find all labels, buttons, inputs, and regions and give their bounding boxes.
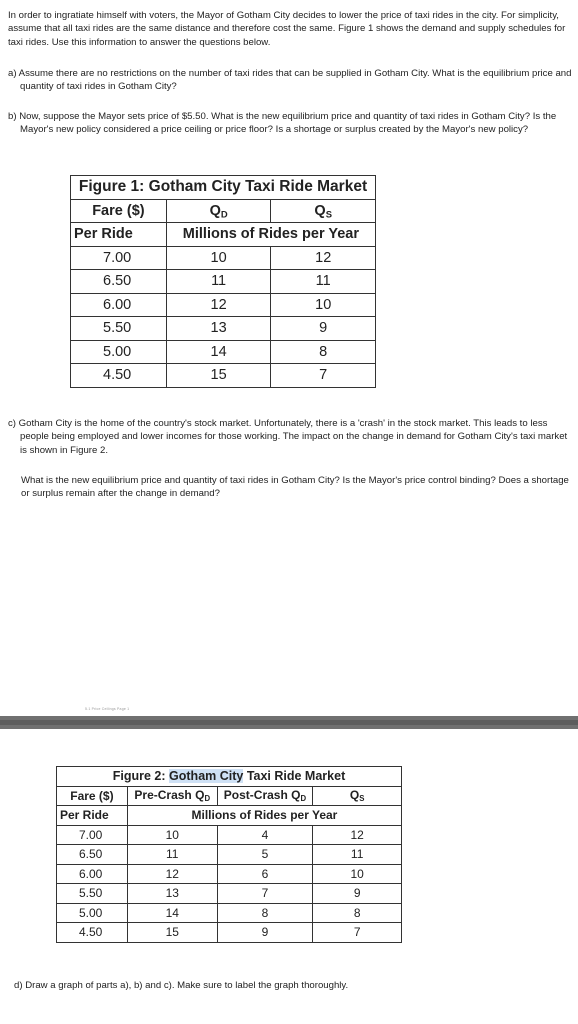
fare-cell: 5.50 (57, 884, 128, 904)
pre-crash-cell: 15 (127, 923, 217, 943)
figure-1-rows (71, 246, 376, 387)
qs-cell: 9 (271, 317, 376, 341)
qd-letter: Q (209, 202, 221, 219)
pre-crash-cell: 10 (127, 825, 217, 845)
intro-paragraph (8, 9, 574, 49)
question-d (14, 979, 578, 992)
question-c-text: c) Gotham City is the home of the country's stock market. Unfortunately, there is a 'crash' in the stock market. This leads to less people being employed and lower incomes for those working. The impact on the change in demand for Gotham City's taxi market is shown in Figure 2. (8, 418, 568, 456)
table-row (57, 884, 402, 904)
qs-cell: 12 (271, 246, 376, 270)
units-header: Millions of Rides per Year (166, 223, 375, 247)
pre-crash-subscript: D (204, 794, 211, 804)
post-crash-cell: 5 (217, 845, 313, 865)
table-row (71, 293, 376, 317)
table-row (57, 845, 402, 865)
fare-cell: 6.50 (57, 845, 128, 865)
post-crash-cell: 6 (217, 864, 313, 884)
fare-cell: 4.50 (71, 364, 167, 388)
table-row (71, 364, 376, 388)
table-row (71, 317, 376, 341)
question-a-text: a) Assume there are no restrictions on the number of taxi rides that can be supplied in Gotham City. What is the equilibrium price and quantity of taxi rides in Gotham City? (8, 68, 572, 93)
qs-cell: 9 (313, 884, 402, 904)
post-crash-label: Post-Crash Q (223, 788, 301, 803)
figure-2-title-prefix: Figure 2: (112, 769, 170, 784)
pre-crash-cell: 11 (127, 845, 217, 865)
table-row (71, 340, 376, 364)
qd-subscript: D (220, 207, 228, 219)
qs-cell: 7 (313, 923, 402, 943)
figure-2-title (57, 767, 402, 787)
table-row (57, 864, 402, 884)
table-row (57, 923, 402, 943)
fig2-per-ride-header: Per Ride (57, 806, 128, 826)
fig2-qs-letter: Q (349, 788, 360, 803)
fare-cell: 4.50 (57, 923, 128, 943)
question-d-text: d) Draw a graph of parts a), b) and c). Make sure to label the graph thoroughly. (14, 980, 349, 991)
qs-header (271, 199, 376, 223)
table-row (57, 825, 402, 845)
figure-2-rows (57, 825, 402, 942)
qs-cell: 8 (313, 903, 402, 923)
fare-cell: 5.50 (71, 317, 167, 341)
figure-1-table (70, 175, 376, 388)
figure-2-title-highlight: Gotham City (169, 769, 244, 784)
fig2-qs-subscript: S (359, 794, 365, 804)
per-ride-header: Per Ride (71, 223, 167, 247)
pre-crash-cell: 12 (127, 864, 217, 884)
figure-2-table (56, 766, 402, 943)
qs-subscript: S (325, 207, 332, 219)
page-footer-mark: 5.1 Price Ceilings Page 1 (85, 707, 130, 711)
post-crash-cell: 9 (217, 923, 313, 943)
question-b (8, 110, 574, 137)
figure-1-title: Figure 1: Gotham City Taxi Ride Market (71, 176, 376, 200)
fig2-fare-header: Fare ($) (57, 786, 128, 806)
qd-cell: 10 (166, 246, 271, 270)
question-c-followup (21, 474, 571, 501)
table-row (71, 246, 376, 270)
fig2-qs-header (313, 786, 402, 806)
qd-header (166, 199, 271, 223)
fare-cell: 5.00 (57, 903, 128, 923)
fare-cell: 6.50 (71, 270, 167, 294)
fare-cell: 7.00 (57, 825, 128, 845)
qd-cell: 11 (166, 270, 271, 294)
question-b-text: b) Now, suppose the Mayor sets price of $5.50. What is the new equilibrium price and quantity of taxi rides in Gotham City? Is the Mayor's new policy considered a price ceiling or price floor? Is a shortage or surplus created by the Mayor's new policy? (8, 111, 557, 136)
pre-crash-header (127, 786, 217, 806)
qs-cell: 11 (313, 845, 402, 865)
qs-cell: 12 (313, 825, 402, 845)
intro-text: In order to ingratiate himself with voters, the Mayor of Gotham City decides to lower the price of taxi rides in the city. For simplicity, assume that all taxi rides are the same distance and therefore cost the same. Figure 1 shows the demand and supply schedules for taxi rides. Use this information to answer the questions below. (8, 10, 566, 48)
qs-cell: 7 (271, 364, 376, 388)
qd-cell: 12 (166, 293, 271, 317)
post-crash-header (217, 786, 313, 806)
pre-crash-cell: 13 (127, 884, 217, 904)
page-separator (0, 716, 578, 729)
qd-cell: 15 (166, 364, 271, 388)
table-row (57, 903, 402, 923)
table-row (71, 270, 376, 294)
pre-crash-cell: 14 (127, 903, 217, 923)
question-c (8, 417, 574, 457)
qd-cell: 14 (166, 340, 271, 364)
fare-cell: 6.00 (57, 864, 128, 884)
pre-crash-label: Pre-Crash Q (134, 788, 205, 803)
fare-cell: 7.00 (71, 246, 167, 270)
post-crash-cell: 8 (217, 903, 313, 923)
post-crash-subscript: D (300, 794, 307, 804)
fare-cell: 6.00 (71, 293, 167, 317)
post-crash-cell: 7 (217, 884, 313, 904)
qs-cell: 10 (271, 293, 376, 317)
qs-letter: Q (314, 202, 326, 219)
qs-cell: 11 (271, 270, 376, 294)
figure-2-title-suffix: Taxi Ride Market (243, 769, 346, 784)
qs-cell: 10 (313, 864, 402, 884)
question-a (8, 67, 574, 94)
post-crash-cell: 4 (217, 825, 313, 845)
qs-cell: 8 (271, 340, 376, 364)
qd-cell: 13 (166, 317, 271, 341)
fare-cell: 5.00 (71, 340, 167, 364)
question-c-followup-text: What is the new equilibrium price and quantity of taxi rides in Gotham City? Is the Mayor's price control binding? Does a shortage or surplus remain after the change in demand? (21, 475, 569, 500)
fare-header: Fare ($) (71, 199, 167, 223)
fig2-units-header: Millions of Rides per Year (127, 806, 401, 826)
